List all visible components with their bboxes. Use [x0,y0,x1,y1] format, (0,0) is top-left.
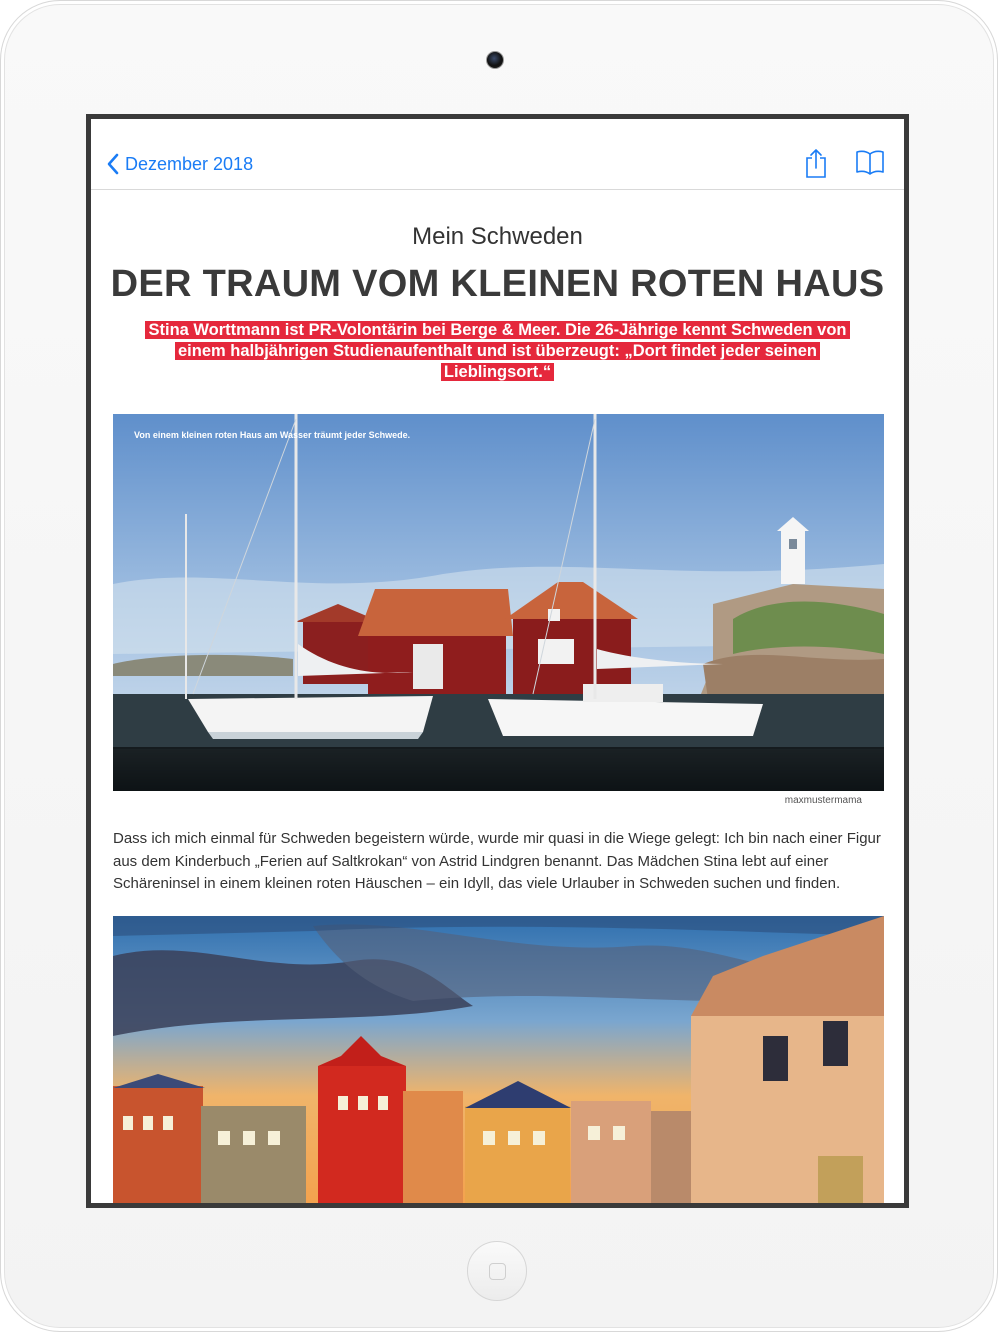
article-intro [131,320,864,383]
stockholm-photo [113,916,884,1208]
front-camera [486,51,504,69]
old-town-illustration [113,916,884,1208]
article-body: Dass ich mich einmal für Schweden begeistern würde, wurde mir quasi in die Wiege gelegt: Ich bin nach einer Figur aus dem Kinderbuch „Ferien auf Saltkrokan“ von Astrid Lindgren benannt. Das Mädchen Stina lebt auf einer Schäreninsel in einem kleinen roten Häuschen – ein Idyll, das viele Urlauber in Schweden suchen und finden. [113,830,881,892]
harbor-illustration [113,414,884,791]
share-button[interactable] [805,148,827,183]
share-icon [805,148,827,178]
photo-credit: maxmustermama [784,795,862,806]
screen [86,114,909,1208]
home-button[interactable] [467,1241,527,1301]
back-button[interactable] [107,153,253,175]
intro-text: Stina Worttmann ist PR-Volontärin bei Berge & Meer. Die 26-Jährige kennt Schweden von einem halbjährigen Studienaufenthalt und ist überzeugt: „Dort findet jeder seinen Lieblingsort.“ [145,321,849,381]
chevron-left-icon [107,153,119,175]
book-icon [855,150,885,176]
home-square-icon [489,1263,506,1280]
article-headline: DER TRAUM VOM KLEINEN ROTEN HAUS [110,263,885,305]
navigation-bar [91,119,904,190]
harbor-photo [113,414,884,791]
back-label: Dezember 2018 [125,153,254,174]
photo-caption: Von einem kleinen roten Haus am Wasser träumt jeder Schwede. [134,430,411,440]
article-kicker: Mein Schweden [412,223,583,250]
reader-button[interactable] [855,150,885,181]
